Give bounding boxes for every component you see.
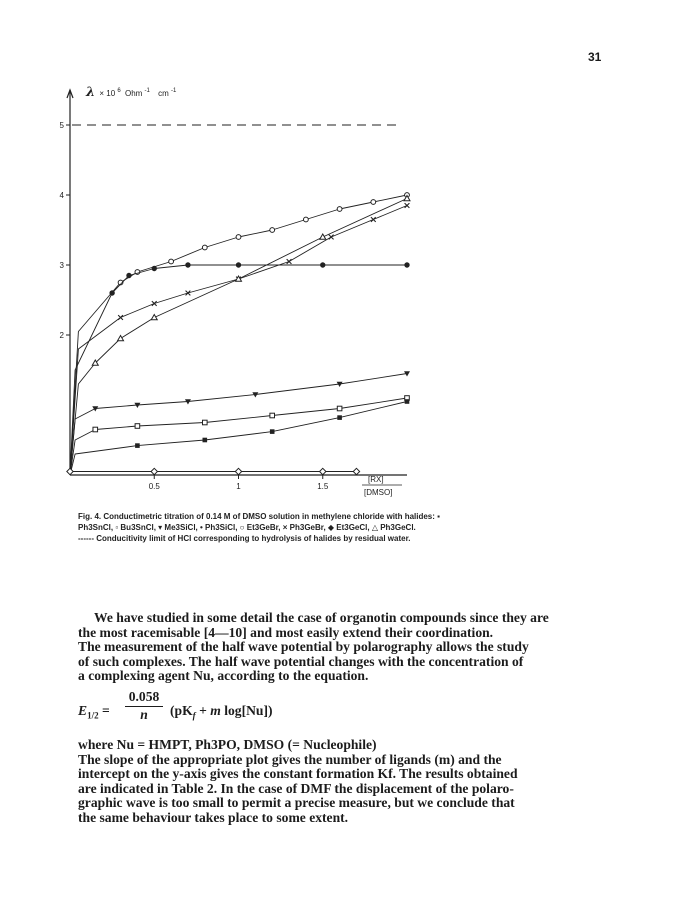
series-line [70,398,407,475]
data-point [371,217,376,222]
body-text [78,611,618,826]
figure-caption [78,511,598,544]
data-point [151,468,157,474]
paragraph-line: the most racemisable [4—10] and most easily extend their coordination. [78,624,494,640]
data-point [320,262,325,267]
paragraph-line: a complexing agent Nu, according to the equation. [78,668,369,684]
data-point [186,291,191,296]
paragraph-line: are indicated in Table 2. In the case of DMF the displacement of the polaro- [78,780,514,796]
x-tick-label: 0.5 [148,482,160,491]
y-tick-label: 5 [59,121,64,130]
data-point [371,200,376,205]
page-number: 31 [588,50,602,64]
y-tick-label: 4 [59,191,64,200]
paragraph-line: graphic wave is too small to permit a precise measure, but we conclude that [78,795,515,811]
series-line [70,402,407,476]
data-point [126,273,131,278]
data-point [337,207,342,212]
caption-line: Fig. 4. Conductimetric titration of 0.14 M of DMSO solution in methylene chloride with halides: ▪ [78,512,440,521]
paragraph-line: intercept on the y-axis gives the constant formation Kf. The results obtained [78,766,518,782]
data-point [337,406,342,411]
chart-series [67,193,410,475]
equation-numerator: 0.058 [125,690,163,707]
data-point [404,262,409,267]
caption-line: Ph3SnCl, ▫ Bu3SnCl, ▾ Me3SiCl, • Ph3SiCl, ○ Et3GeBr, × Ph3GeBr, ◆ Et3GeCl, △ Ph3GeCl. [78,523,416,532]
data-point [185,262,190,267]
data-point [287,259,292,264]
data-point [152,301,157,306]
data-point [320,234,326,239]
data-point [236,262,241,267]
data-point [270,228,275,233]
data-point [202,245,207,250]
data-point [320,468,326,474]
y-tick-label: 3 [59,261,64,270]
data-point [152,266,157,271]
data-point [337,415,342,420]
paragraph-line: where Nu = HMPT, Ph3PO, DMSO (= Nucleophile) [78,736,377,752]
equation-lhs: $E_{1/2}$ = [78,702,110,721]
data-point [405,399,410,404]
equation-denominator: n [140,706,148,722]
data-point [135,424,140,429]
data-point [203,438,208,443]
data-point [235,468,241,474]
y-tick-label: 2 [59,331,64,340]
data-point [270,429,275,434]
data-point [118,315,123,320]
paragraph-line: the same behaviour takes place to some extent. [78,809,349,825]
equation-rhs: ($pK_f + m$ log[Nu]) [170,702,273,721]
paragraph-line: The measurement of the half wave potential by polarography allows the study [78,639,529,655]
x-tick-label: 1.5 [317,482,329,491]
data-point [304,217,309,222]
data-point [353,468,359,474]
paragraph-line: We have studied in some detail the case of organotin compounds since they are [94,610,549,625]
data-point [236,235,241,240]
data-point [109,290,114,295]
equation-fraction [125,690,163,722]
x-axis-label-numerator: [RX] [368,475,384,484]
data-point [67,468,73,474]
data-point [135,443,140,448]
caption-line: ------ Conducitivity limit of HCl corresponding to hydrolysis of halides by residual water. [78,534,411,543]
data-point [151,315,157,320]
y-axis-label: λ × 10 $^6$ Ohm $^{-1}$ cm $^{-1}$ [86,85,177,100]
paragraph-line: of such complexes. The half wave potential changes with the concentration of [78,653,524,669]
data-point [92,406,98,411]
data-point [118,336,124,341]
data-point [270,413,275,418]
x-tick-label: 1 [236,482,241,491]
data-point [329,235,334,240]
data-point [169,259,174,264]
x-axis-label-denominator: [DMSO] [364,488,393,497]
series-line [70,265,407,475]
data-point [203,420,208,425]
data-point [405,203,410,208]
paragraph-line: The slope of the appropriate plot gives the number of ligands (m) and the [78,751,502,767]
half-wave-equation [78,690,618,734]
series-line [70,374,407,476]
data-point [93,427,98,432]
